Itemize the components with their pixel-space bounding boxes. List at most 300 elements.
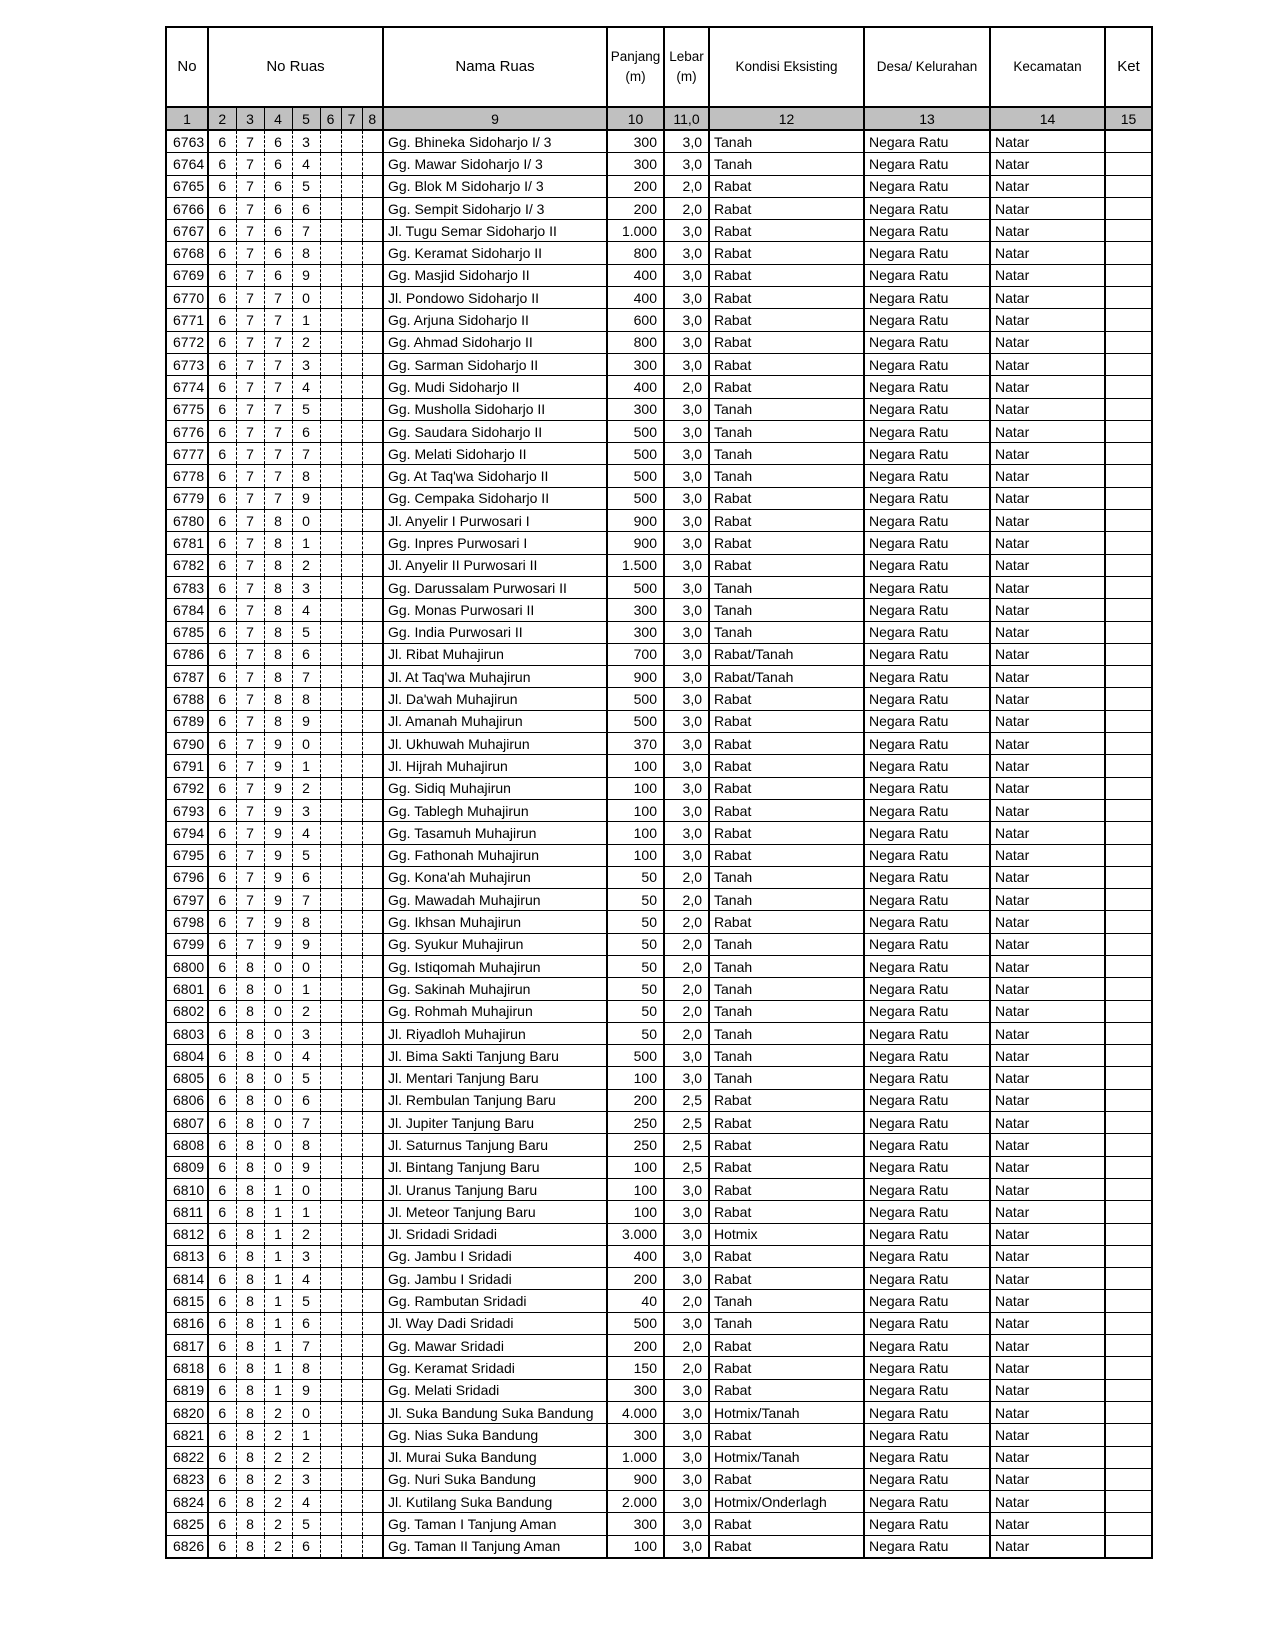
ruas-digit: [320, 599, 341, 621]
ruas-digit: [341, 1112, 362, 1134]
ruas-digit: 8: [236, 1357, 264, 1379]
road-condition: Rabat: [709, 1089, 864, 1111]
road-width: 3,0: [664, 1245, 709, 1267]
ruas-digit: [320, 398, 341, 420]
ruas-digit: 9: [264, 733, 292, 755]
ruas-digit: [320, 576, 341, 598]
table-row: [166, 331, 1152, 353]
road-name: Jl. Meteor Tanjung Baru: [383, 1201, 607, 1223]
road-width: 3,0: [664, 487, 709, 509]
ruas-digit: 1: [264, 1223, 292, 1245]
table-row: [166, 153, 1152, 175]
ruas-digit: [341, 777, 362, 799]
road-name: Gg. Nias Suka Bandung: [383, 1424, 607, 1446]
road-name: Gg. Mawar Sridadi: [383, 1335, 607, 1357]
ruas-digit: [341, 978, 362, 1000]
ruas-digit: 9: [292, 1379, 320, 1401]
note: [1105, 688, 1152, 710]
ruas-digit: 9: [292, 933, 320, 955]
ruas-digit: 6: [208, 1201, 236, 1223]
ruas-digit: 8: [292, 1134, 320, 1156]
ruas-digit: [320, 1312, 341, 1334]
road-condition: Rabat: [709, 1201, 864, 1223]
road-width: 3,0: [664, 621, 709, 643]
ruas-digit: 1: [292, 532, 320, 554]
note: [1105, 1357, 1152, 1379]
ruas-digit: 6: [208, 1335, 236, 1357]
road-length: 370: [607, 733, 664, 755]
road-length: 800: [607, 331, 664, 353]
table-row: [166, 822, 1152, 844]
row-number: 6786: [166, 643, 208, 665]
road-length: 50: [607, 1000, 664, 1022]
ruas-digit: [362, 710, 383, 732]
ruas-digit: 6: [208, 197, 236, 219]
ruas-digit: [341, 1535, 362, 1558]
ruas-digit: [341, 532, 362, 554]
note: [1105, 532, 1152, 554]
row-number: 6826: [166, 1535, 208, 1558]
ruas-digit: [362, 866, 383, 888]
ruas-digit: 8: [236, 1067, 264, 1089]
district: Natar: [990, 688, 1105, 710]
ruas-digit: [362, 510, 383, 532]
ruas-digit: 7: [236, 599, 264, 621]
village: Negara Ratu: [864, 777, 990, 799]
road-name: Gg. Inpres Purwosari I: [383, 532, 607, 554]
note: [1105, 599, 1152, 621]
ruas-digit: [320, 175, 341, 197]
ruas-digit: 6: [208, 264, 236, 286]
ruas-digit: [362, 1535, 383, 1558]
ruas-digit: 6: [208, 822, 236, 844]
ruas-digit: 4: [292, 599, 320, 621]
village: Negara Ratu: [864, 755, 990, 777]
road-condition: Rabat: [709, 1424, 864, 1446]
road-width: 3,0: [664, 554, 709, 576]
district: Natar: [990, 1379, 1105, 1401]
table-row: [166, 1156, 1152, 1178]
road-length: 900: [607, 532, 664, 554]
ruas-digit: 7: [264, 487, 292, 509]
road-name: Jl. Saturnus Tanjung Baru: [383, 1134, 607, 1156]
row-number: 6807: [166, 1112, 208, 1134]
note: [1105, 1045, 1152, 1067]
road-name: Gg. Cempaka Sidoharjo II: [383, 487, 607, 509]
row-number: 6820: [166, 1401, 208, 1423]
ruas-digit: 3: [292, 1468, 320, 1490]
ruas-digit: 4: [292, 1268, 320, 1290]
road-length: 50: [607, 978, 664, 1000]
ruas-digit: [341, 1357, 362, 1379]
ruas-digit: 6: [208, 1178, 236, 1200]
village: Negara Ratu: [864, 933, 990, 955]
ruas-digit: 6: [208, 643, 236, 665]
ruas-digit: 7: [264, 309, 292, 331]
road-condition: Tanah: [709, 933, 864, 955]
ruas-digit: 1: [264, 1178, 292, 1200]
ruas-digit: 8: [236, 1156, 264, 1178]
ruas-digit: [320, 1290, 341, 1312]
ruas-digit: 6: [208, 443, 236, 465]
ruas-digit: 7: [236, 353, 264, 375]
ruas-digit: 6: [292, 643, 320, 665]
ruas-digit: 7: [236, 465, 264, 487]
colnum: 10: [607, 107, 664, 130]
road-name: Jl. Tugu Semar Sidoharjo II: [383, 220, 607, 242]
ruas-digit: 8: [236, 1134, 264, 1156]
village: Negara Ratu: [864, 889, 990, 911]
ruas-digit: [341, 1156, 362, 1178]
ruas-digit: [341, 1446, 362, 1468]
ruas-digit: [362, 376, 383, 398]
road-length: 50: [607, 955, 664, 977]
ruas-digit: 6: [208, 755, 236, 777]
village: Negara Ratu: [864, 688, 990, 710]
village: Negara Ratu: [864, 1357, 990, 1379]
ruas-digit: 7: [236, 287, 264, 309]
ruas-digit: 1: [264, 1357, 292, 1379]
ruas-digit: [341, 130, 362, 153]
note: [1105, 621, 1152, 643]
ruas-digit: 6: [208, 1067, 236, 1089]
road-condition: Tanah: [709, 1000, 864, 1022]
ruas-digit: 2: [292, 1446, 320, 1468]
road-width: 3,0: [664, 799, 709, 821]
district: Natar: [990, 465, 1105, 487]
ruas-digit: [362, 666, 383, 688]
village: Negara Ratu: [864, 1112, 990, 1134]
village: Negara Ratu: [864, 1491, 990, 1513]
village: Negara Ratu: [864, 376, 990, 398]
row-number: 6809: [166, 1156, 208, 1178]
ruas-digit: 6: [208, 532, 236, 554]
ruas-digit: 1: [292, 978, 320, 1000]
row-number: 6816: [166, 1312, 208, 1334]
row-number: 6814: [166, 1268, 208, 1290]
table-row: [166, 576, 1152, 598]
ruas-digit: 6: [292, 420, 320, 442]
ruas-digit: 6: [264, 264, 292, 286]
table-row: [166, 621, 1152, 643]
header-no: No: [166, 27, 208, 107]
ruas-digit: 6: [208, 1468, 236, 1490]
road-width: 3,0: [664, 398, 709, 420]
road-condition: Tanah: [709, 866, 864, 888]
ruas-digit: 6: [264, 197, 292, 219]
road-length: 4.000: [607, 1401, 664, 1423]
ruas-digit: 6: [208, 621, 236, 643]
ruas-digit: 7: [236, 844, 264, 866]
table-body: [166, 130, 1152, 1558]
ruas-digit: 8: [236, 1424, 264, 1446]
colnum: 15: [1105, 107, 1152, 130]
ruas-digit: [362, 777, 383, 799]
ruas-digit: 7: [236, 554, 264, 576]
ruas-digit: [362, 554, 383, 576]
table-row: [166, 978, 1152, 1000]
road-name: Jl. Way Dadi Sridadi: [383, 1312, 607, 1334]
ruas-digit: [320, 1379, 341, 1401]
ruas-digit: 5: [292, 844, 320, 866]
table-row: [166, 443, 1152, 465]
ruas-digit: [320, 220, 341, 242]
ruas-digit: 6: [292, 197, 320, 219]
ruas-digit: [341, 866, 362, 888]
ruas-digit: [320, 1112, 341, 1134]
road-condition: Rabat: [709, 1245, 864, 1267]
road-name: Jl. Bima Sakti Tanjung Baru: [383, 1045, 607, 1067]
ruas-digit: 6: [208, 153, 236, 175]
ruas-digit: [362, 353, 383, 375]
ruas-digit: [362, 1401, 383, 1423]
ruas-digit: 5: [292, 1290, 320, 1312]
ruas-digit: 1: [264, 1201, 292, 1223]
road-name: Gg. Nuri Suka Bandung: [383, 1468, 607, 1490]
district: Natar: [990, 1245, 1105, 1267]
ruas-digit: [320, 1401, 341, 1423]
table-row: [166, 777, 1152, 799]
note: [1105, 242, 1152, 264]
ruas-digit: 6: [208, 978, 236, 1000]
district: Natar: [990, 376, 1105, 398]
table-row: [166, 175, 1152, 197]
ruas-digit: 8: [236, 1045, 264, 1067]
ruas-digit: 1: [264, 1245, 292, 1267]
ruas-digit: 4: [292, 376, 320, 398]
ruas-digit: 8: [236, 1491, 264, 1513]
ruas-digit: [320, 1223, 341, 1245]
road-condition: Hotmix: [709, 1223, 864, 1245]
road-condition: Rabat: [709, 554, 864, 576]
note: [1105, 777, 1152, 799]
ruas-digit: [341, 710, 362, 732]
note: [1105, 465, 1152, 487]
note: [1105, 287, 1152, 309]
road-width: 3,0: [664, 1379, 709, 1401]
ruas-digit: 7: [236, 799, 264, 821]
road-name: Jl. Uranus Tanjung Baru: [383, 1178, 607, 1200]
ruas-digit: [341, 1513, 362, 1535]
note: [1105, 643, 1152, 665]
district: Natar: [990, 822, 1105, 844]
table-row: [166, 799, 1152, 821]
district: Natar: [990, 710, 1105, 732]
village: Negara Ratu: [864, 1513, 990, 1535]
ruas-digit: [341, 933, 362, 955]
ruas-digit: [341, 599, 362, 621]
colnum: 4: [264, 107, 292, 130]
ruas-digit: 6: [208, 1513, 236, 1535]
ruas-digit: 3: [292, 576, 320, 598]
district: Natar: [990, 1468, 1105, 1490]
road-name: Jl. At Taq'wa Muhajirun: [383, 666, 607, 688]
village: Negara Ratu: [864, 1089, 990, 1111]
note: [1105, 1268, 1152, 1290]
ruas-digit: 7: [236, 933, 264, 955]
road-name: Jl. Suka Bandung Suka Bandung: [383, 1401, 607, 1423]
road-length: 100: [607, 822, 664, 844]
ruas-digit: [362, 844, 383, 866]
road-width: 3,0: [664, 576, 709, 598]
road-name: Gg. Ahmad Sidoharjo II: [383, 331, 607, 353]
road-name: Gg. Blok M Sidoharjo I/ 3: [383, 175, 607, 197]
ruas-digit: [320, 420, 341, 442]
ruas-digit: 8: [236, 1535, 264, 1558]
header-no-ruas: No Ruas: [208, 27, 383, 107]
ruas-digit: 7: [236, 242, 264, 264]
road-name: Gg. Tablegh Muhajirun: [383, 799, 607, 821]
ruas-digit: 6: [208, 710, 236, 732]
ruas-digit: [320, 1491, 341, 1513]
colnum: 13: [864, 107, 990, 130]
road-condition: Rabat: [709, 510, 864, 532]
ruas-digit: 2: [264, 1513, 292, 1535]
ruas-digit: 6: [208, 1089, 236, 1111]
ruas-digit: 2: [292, 331, 320, 353]
road-length: 300: [607, 599, 664, 621]
road-width: 3,0: [664, 242, 709, 264]
road-length: 50: [607, 911, 664, 933]
ruas-digit: 2: [292, 1000, 320, 1022]
note: [1105, 153, 1152, 175]
ruas-digit: 7: [292, 889, 320, 911]
road-width: 2,0: [664, 1335, 709, 1357]
table-row: [166, 1201, 1152, 1223]
ruas-digit: [341, 643, 362, 665]
road-table: [165, 26, 1153, 1559]
road-condition: Rabat: [709, 710, 864, 732]
ruas-digit: 6: [264, 242, 292, 264]
row-number: 6794: [166, 822, 208, 844]
row-number: 6801: [166, 978, 208, 1000]
district: Natar: [990, 1312, 1105, 1334]
road-length: 100: [607, 777, 664, 799]
village: Negara Ratu: [864, 1424, 990, 1446]
note: [1105, 130, 1152, 153]
ruas-digit: 8: [236, 1178, 264, 1200]
ruas-digit: 8: [236, 1223, 264, 1245]
road-name: Gg. Taman I Tanjung Aman: [383, 1513, 607, 1535]
road-name: Gg. Sakinah Muhajirun: [383, 978, 607, 1000]
ruas-digit: 6: [208, 889, 236, 911]
ruas-digit: 8: [236, 1245, 264, 1267]
district: Natar: [990, 844, 1105, 866]
road-name: Jl. Kutilang Suka Bandung: [383, 1491, 607, 1513]
road-length: 400: [607, 287, 664, 309]
row-number: 6797: [166, 889, 208, 911]
road-width: 3,0: [664, 309, 709, 331]
village: Negara Ratu: [864, 175, 990, 197]
note: [1105, 420, 1152, 442]
village: Negara Ratu: [864, 911, 990, 933]
road-width: 3,0: [664, 1491, 709, 1513]
ruas-digit: 6: [208, 955, 236, 977]
ruas-digit: [341, 1335, 362, 1357]
ruas-digit: [362, 1178, 383, 1200]
road-name: Gg. Mudi Sidoharjo II: [383, 376, 607, 398]
village: Negara Ratu: [864, 576, 990, 598]
district: Natar: [990, 1357, 1105, 1379]
ruas-digit: 6: [208, 287, 236, 309]
ruas-digit: 6: [208, 666, 236, 688]
ruas-digit: 8: [236, 1446, 264, 1468]
road-width: 2,0: [664, 376, 709, 398]
road-name: Gg. Jambu I Sridadi: [383, 1268, 607, 1290]
row-number: 6812: [166, 1223, 208, 1245]
ruas-digit: [320, 487, 341, 509]
village: Negara Ratu: [864, 264, 990, 286]
district: Natar: [990, 220, 1105, 242]
ruas-digit: [362, 197, 383, 219]
ruas-digit: [320, 443, 341, 465]
ruas-digit: [320, 710, 341, 732]
ruas-digit: [362, 889, 383, 911]
ruas-digit: 6: [208, 733, 236, 755]
ruas-digit: [362, 242, 383, 264]
road-width: 2,0: [664, 1022, 709, 1044]
road-name: Jl. Anyelir I Purwosari I: [383, 510, 607, 532]
ruas-digit: 2: [264, 1446, 292, 1468]
note: [1105, 1022, 1152, 1044]
ruas-digit: 6: [208, 688, 236, 710]
road-condition: Rabat: [709, 844, 864, 866]
ruas-digit: [320, 666, 341, 688]
row-number: 6769: [166, 264, 208, 286]
ruas-digit: 7: [236, 130, 264, 153]
ruas-digit: [362, 465, 383, 487]
ruas-digit: [341, 889, 362, 911]
ruas-digit: 5: [292, 1513, 320, 1535]
ruas-digit: [341, 1178, 362, 1200]
ruas-digit: 3: [292, 799, 320, 821]
district: Natar: [990, 1223, 1105, 1245]
road-width: 3,0: [664, 643, 709, 665]
ruas-digit: 6: [208, 353, 236, 375]
road-width: 2,0: [664, 1357, 709, 1379]
row-number: 6764: [166, 153, 208, 175]
road-condition: Rabat: [709, 242, 864, 264]
district: Natar: [990, 175, 1105, 197]
row-number: 6802: [166, 1000, 208, 1022]
ruas-digit: [320, 376, 341, 398]
note: [1105, 197, 1152, 219]
ruas-digit: [341, 242, 362, 264]
ruas-digit: 6: [292, 1089, 320, 1111]
ruas-digit: 8: [236, 1000, 264, 1022]
road-condition: Rabat: [709, 777, 864, 799]
ruas-digit: [320, 799, 341, 821]
ruas-digit: 6: [208, 1223, 236, 1245]
ruas-digit: [341, 1067, 362, 1089]
ruas-digit: [362, 1491, 383, 1513]
ruas-digit: 6: [208, 420, 236, 442]
road-width: 3,0: [664, 777, 709, 799]
district: Natar: [990, 1513, 1105, 1535]
ruas-digit: 7: [292, 220, 320, 242]
road-length: 400: [607, 1245, 664, 1267]
ruas-digit: 7: [236, 331, 264, 353]
district: Natar: [990, 264, 1105, 286]
note: [1105, 398, 1152, 420]
ruas-digit: [341, 1223, 362, 1245]
row-number: 6806: [166, 1089, 208, 1111]
table-row: [166, 487, 1152, 509]
district: Natar: [990, 153, 1105, 175]
note: [1105, 443, 1152, 465]
ruas-digit: [362, 688, 383, 710]
ruas-digit: 9: [264, 911, 292, 933]
